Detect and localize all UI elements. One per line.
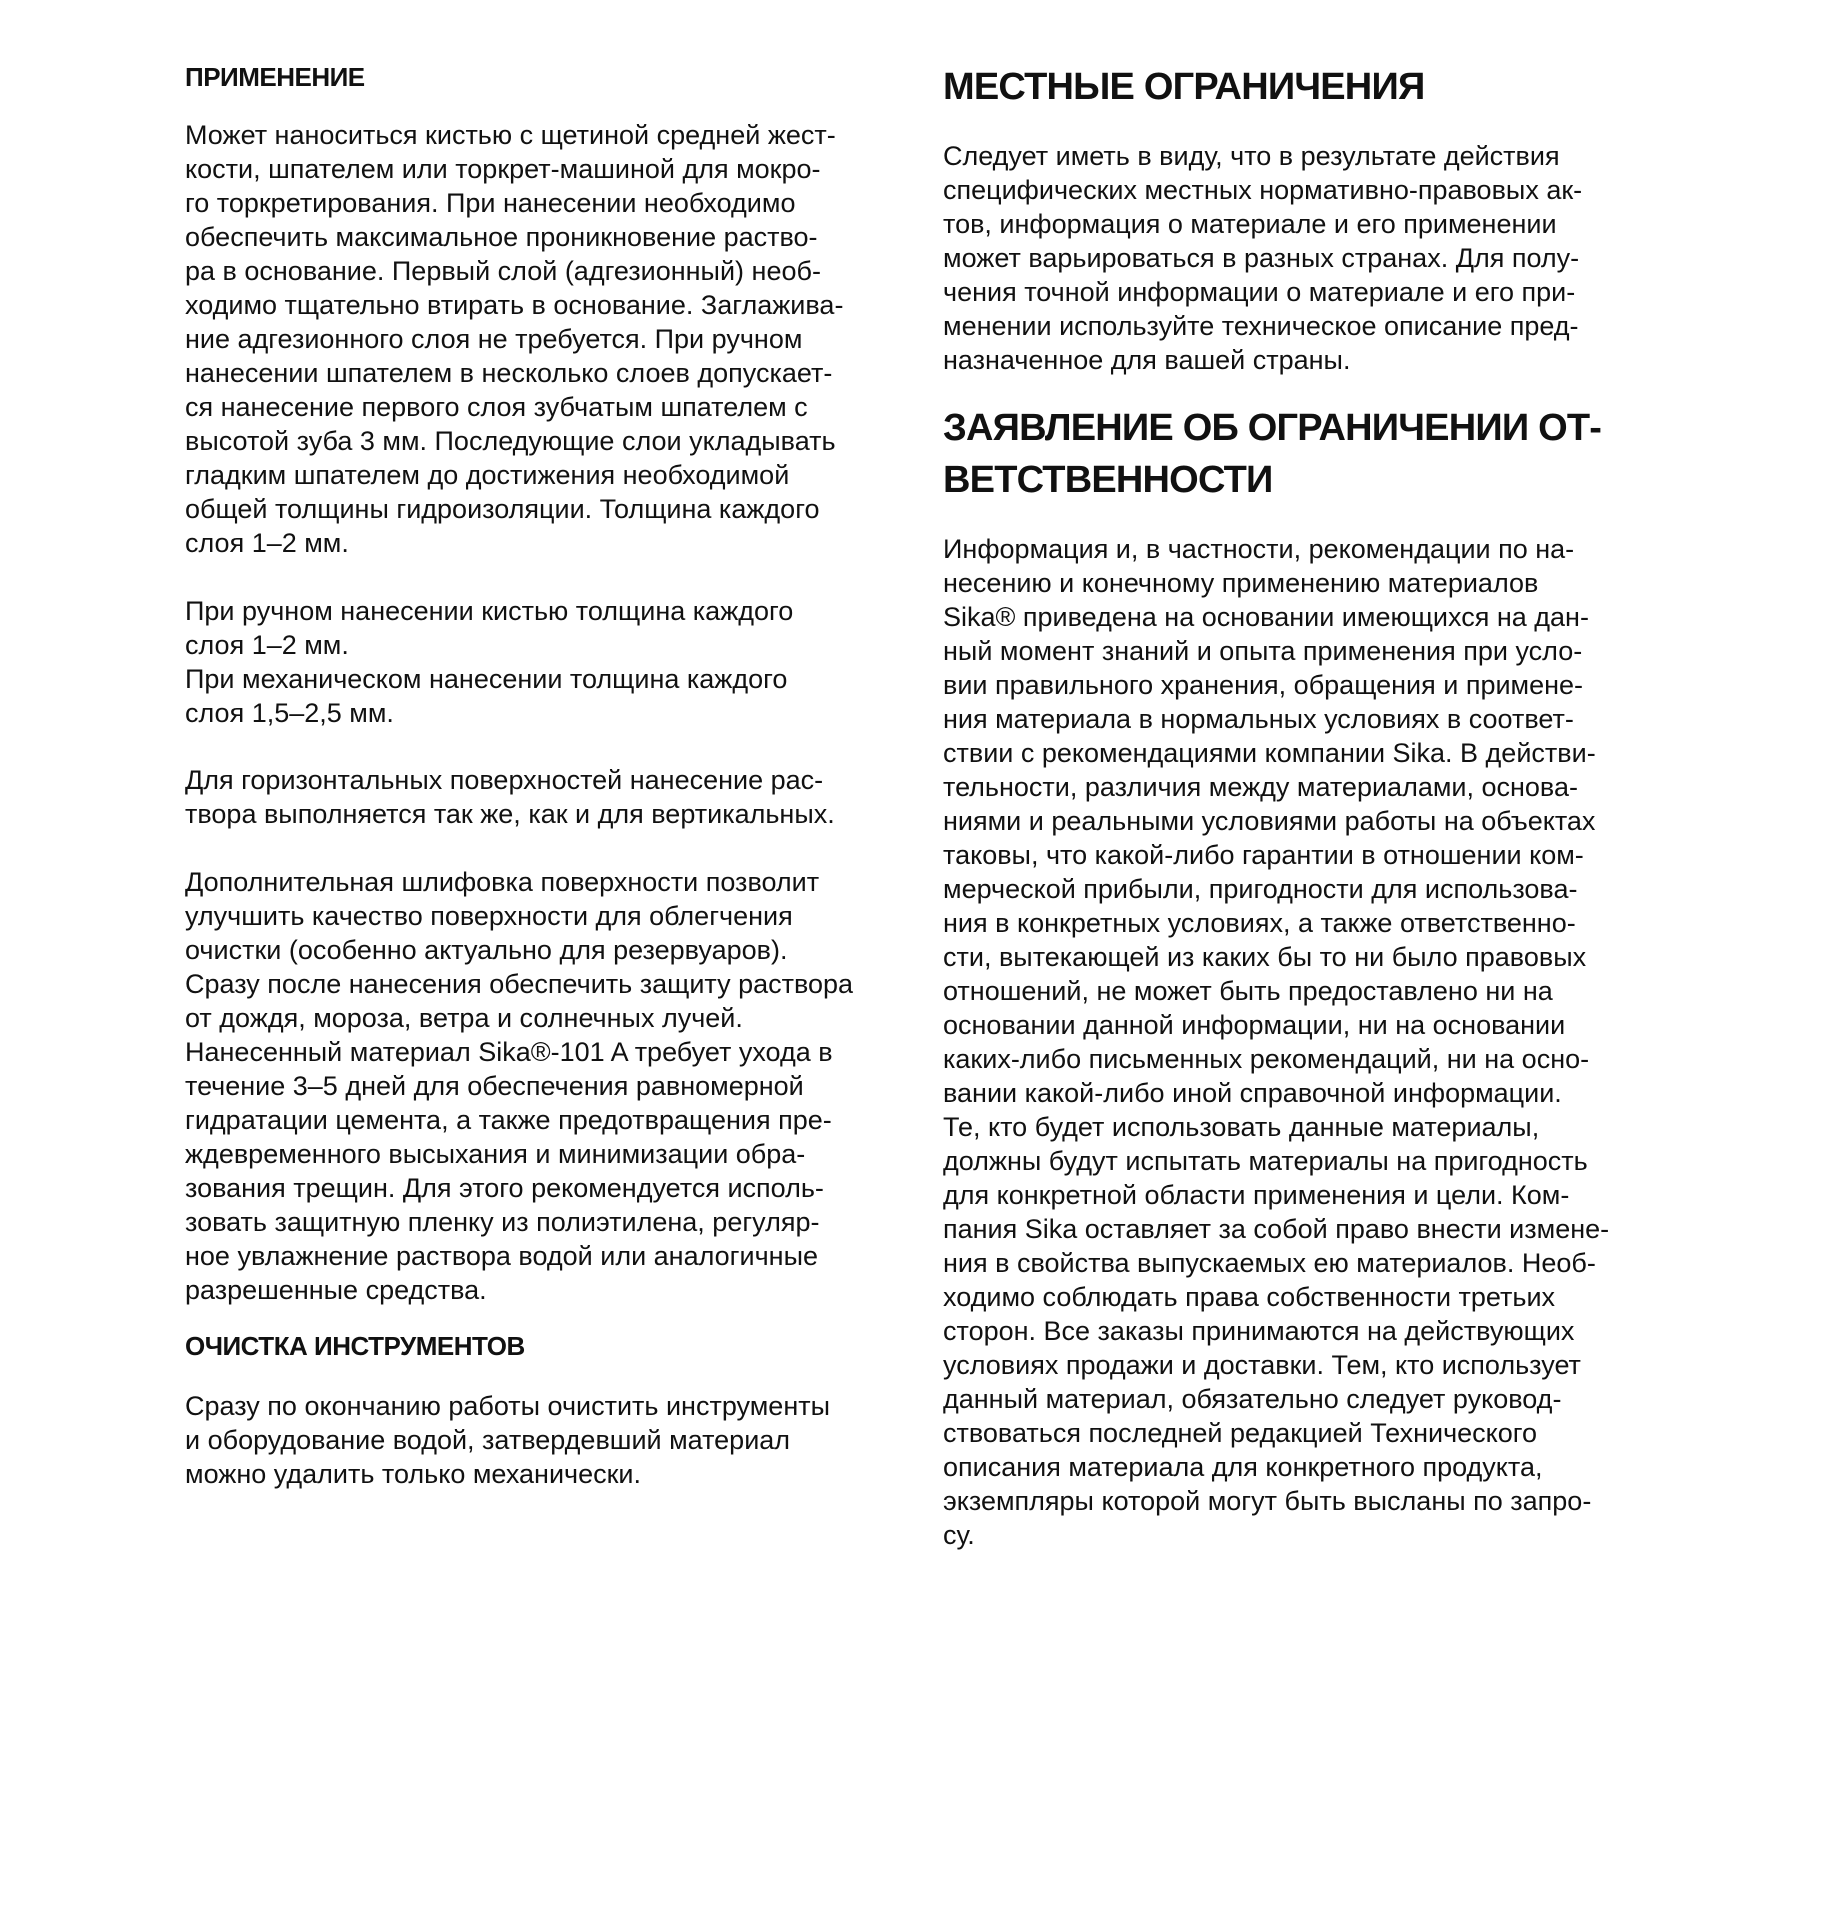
local-restrictions-paragraph: Следует иметь в виду, что в результате действия специфических местных нормативно-правовых ак- тов, информация о материале и его применении может варьироваться в разных странах. Для полу- чения точной информации о материале и его при- менении используйте техническое описание пред- назначенное для вашей страны.	[943, 141, 1583, 375]
cleaning-heading: ОЧИСТКА ИНСТРУМЕНТОВ	[185, 1331, 525, 1361]
disclaimer-paragraph: Информация и, в частности, рекомендации по на- несению и конечному применению материалов Sika® приведена на основании имеющихся на дан- ный момент знаний и опыта применения при усло- вии правильного хранения, обращения и примене- ния материала в нормальных условиях в соответ- ствии с рекомендациями компании Sika. В действи- тельности, различия между материалами, основа- ниями и реальными условиями работы на объектах таковы, что какой-либо гарантии в отношении ком- мерческой прибыли, пригодности для использова- ния в конкретных условиях, а также ответственно- сти, вытекающей из каких бы то ни было правовых отношений, не может быть предоставлено ни на основании данной информации, ни на основании каких-либо письменных рекомендаций, ни на осно- вании какой-либо иной справочной информации. Те, кто будет использовать данные материалы, должны будут испытать материалы на пригодность для конкретной области применения и цели. Ком- пания Sika оставляет за собой право внести измене- ния в свойства выпускаемых ею материалов. Необ- ходимо соблюдать права собственности третьих сторон. Все заказы принимаются на действующих условиях продажи и доставки. Тем, кто использует данный материал, обязательно следует руковод- ствоваться последней редакцией Технического описания материала для конкретного продукта, экземпляры которой могут быть высланы по запро- су.	[943, 534, 1610, 1550]
application-paragraph-3: Для горизонтальных поверхностей нанесение рас- твора выполняется так же, как и для вертикальных.	[185, 765, 835, 829]
application-paragraph-2: При ручном нанесении кистью толщина каждого слоя 1–2 мм. При механическом нанесении толщина каждого слоя 1,5–2,5 мм.	[185, 596, 794, 728]
application-heading: ПРИМЕНЕНИЕ	[185, 62, 365, 92]
local-restrictions-heading: МЕСТНЫЕ ОГРАНИЧЕНИЯ	[943, 66, 1425, 108]
application-paragraph-4: Дополнительная шлифовка поверхности позволит улучшить качество поверхности для облегчения очистки (особенно актуально для резервуаров). Сразу после нанесения обеспечить защиту раствора от дождя, мороза, ветра и солнечных лучей. Нанесенный материал Sika®-101 A требует ухода в течение 3–5 дней для обеспечения равномерной гидратации цемента, а также предотвращения пре- ждевременного высыхания и минимизации обра- зования трещин. Для этого рекомендуется исполь- зовать защитную пленку из полиэтилена, регуляр- ное увлажнение раствора водой или аналогичные разрешенные средства.	[185, 867, 854, 1305]
application-paragraph-1: Может наноситься кистью с щетиной средней жест- кости, шпателем или торкрет-машиной для мокро- го торкретирования. При нанесении необходимо обеспечить максимальное проникновение раство- ра в основание. Первый слой (адгезионный) необ- ходимо тщательно втирать в основание. Заглажива- ние адгезионного слоя не требуется. При ручном нанесении шпателем в несколько слоев допускает- ся нанесение первого слоя зубчатым шпателем с высотой зуба 3 мм. Последующие слои укладывать гладким шпателем до достижения необходимой общей толщины гидроизоляции. Толщина каждого слоя 1–2 мм.	[185, 120, 844, 558]
cleaning-paragraph: Сразу по окончанию работы очистить инструменты и оборудование водой, затвердевший материал можно удалить только механически.	[185, 1391, 831, 1489]
disclaimer-heading: ЗАЯВЛЕНИЕ ОБ ОГРАНИЧЕНИИ ОТ- ВЕТСТВЕННОСТИ	[943, 407, 1602, 501]
